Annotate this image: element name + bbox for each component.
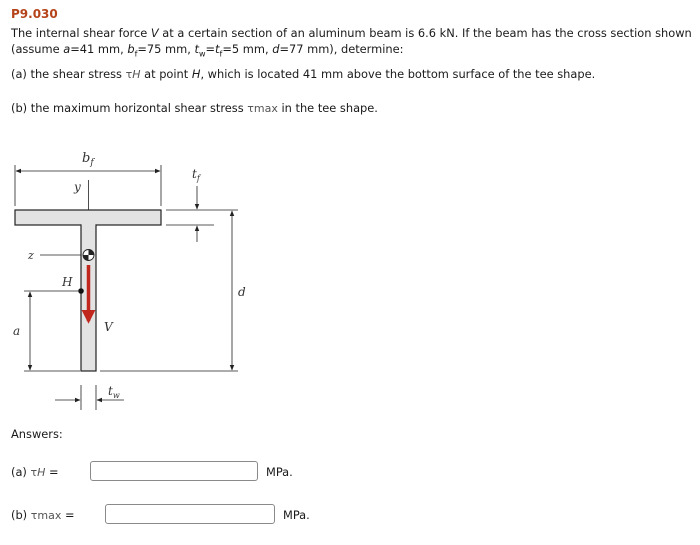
flange xyxy=(15,210,161,225)
answer-row-b xyxy=(11,504,321,528)
answer-a-label: (a) τH = xyxy=(11,465,59,479)
problem-statement: The internal shear force V at a certain section of an aluminum beam is 6.6 kN. If the beam has the cross section shown (assume a=41 mm, $b_f=75$ mm, $t_w=t_f=5$ mm, d=77 mm), determine: xyxy=(11,26,692,58)
v-label: V xyxy=(104,320,113,334)
answer-a-unit: MPa. xyxy=(266,465,293,479)
bf-label: $b_f$ xyxy=(82,151,94,168)
point-h-label: H xyxy=(62,275,73,289)
tee-section-figure xyxy=(0,140,270,420)
point-h xyxy=(78,288,84,294)
problem-id: P9.030 xyxy=(11,7,58,21)
y-axis-label: y xyxy=(74,180,81,194)
part-b-question: (b) the maximum horizontal shear stress τmax in the tee shape. xyxy=(11,101,378,115)
tf-label: $t_f$ xyxy=(192,167,200,183)
centroid-symbol xyxy=(83,250,94,261)
answer-b-unit: MPa. xyxy=(283,508,310,522)
part-a-question: (a) the shear stress τH at point H, which is located 41 mm above the bottom surface of the tee shape. xyxy=(11,67,596,81)
answer-b-label: (b) τmax = xyxy=(11,508,75,522)
answer-b-input[interactable] xyxy=(105,504,275,524)
answer-a-input[interactable] xyxy=(90,461,258,481)
a-label: a xyxy=(13,324,21,338)
z-axis-label: z xyxy=(28,249,34,262)
answers-heading: Answers: xyxy=(11,427,63,441)
tw-label: $t_w$ xyxy=(108,384,120,400)
d-label: d xyxy=(238,285,246,299)
answer-row-a xyxy=(11,461,311,485)
